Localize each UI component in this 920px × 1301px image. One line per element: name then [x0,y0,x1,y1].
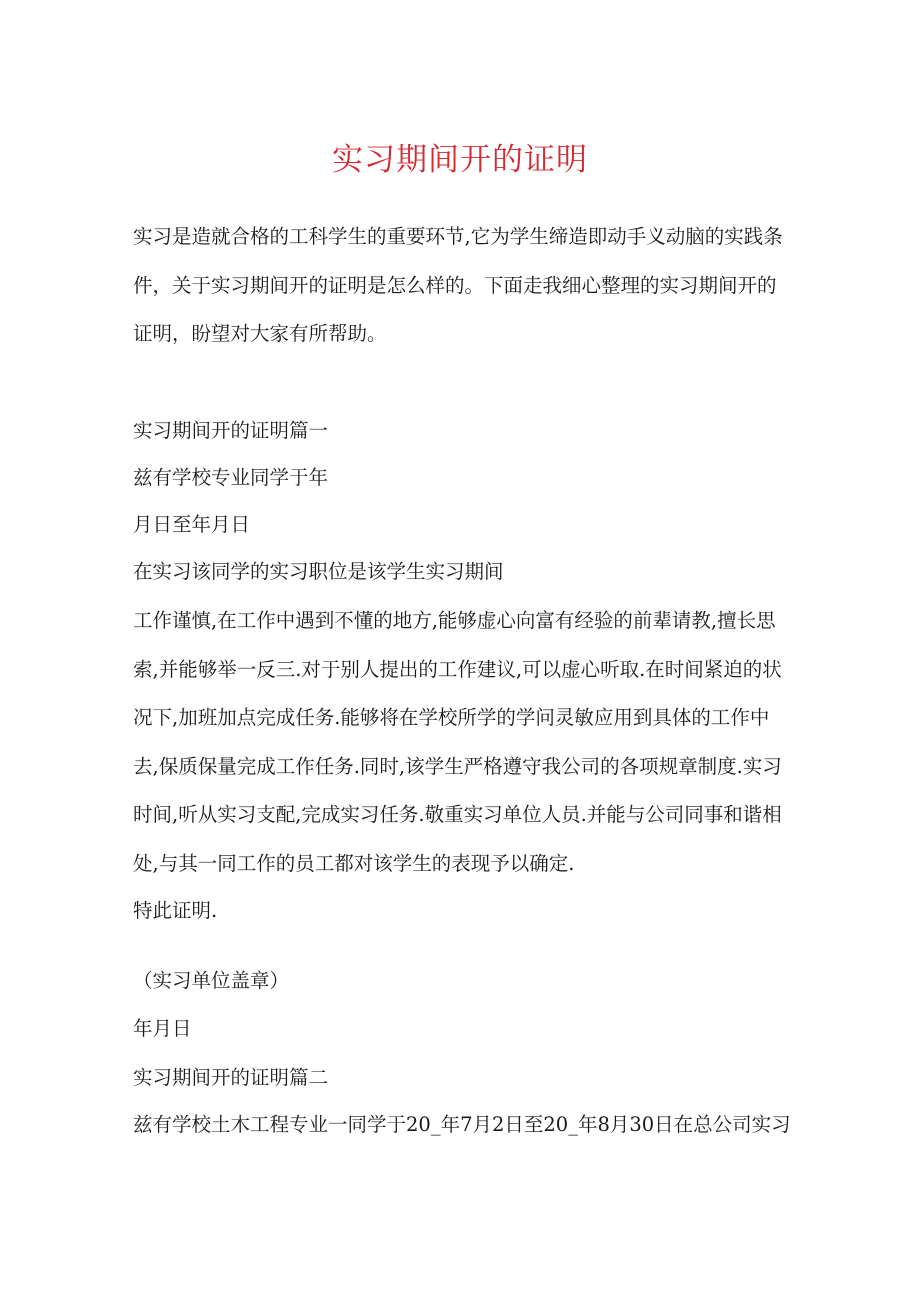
section1-stamp: （实习单位盖章） [133,969,290,992]
section1-closing: 特此证明. [133,899,218,922]
section2-line-1: 兹有学校土木工程专业一同学于20_年7月2日至20_年8月30日在总公司实习 [133,1113,791,1136]
section1-date: 年月日 [133,1017,192,1040]
section1-body-paragraph: 工作谨慎,在工作中遇到不懂的地方,能够虚心向富有经验的前辈请教,擅长思索,并能够举一反三.对于别人提出的工作建议,可以虚心听取.在时间紧迫的状况下,加班加点完成任务.能够将在学校所学的学问灵敏应用到具体的工作中去,保质保量完成工作任务.同时,该学生严格遵守我公司的各项规章制度.实习时间,听从实习支配,完成实习任务.敬重实习单位人员.并能与公司同事和谐相处,与其一同工作的员工都对该学生的表现予以确定. [133,609,782,875]
section2-heading: 实习期间开的证明篇二 [133,1066,329,1089]
intro-paragraph: 实习是造就合格的工科学生的重要环节,它为学生缔造即动手义动脑的实践条件，关于实习期间开的证明是怎么样的。下面走我细心整理的实习期间开的证明，盼望对大家有所帮助。 [133,225,783,345]
section1-line-1: 兹有学校专业同学于年 [133,466,329,489]
section1-line-3: 在实习该同学的实习职位是该学生实习期间 [133,560,504,583]
section1-heading: 实习期间开的证明篇一 [133,419,329,442]
document-title: 实习期间开的证明 [332,142,588,178]
section1-line-2: 月日至年月日 [133,513,251,536]
